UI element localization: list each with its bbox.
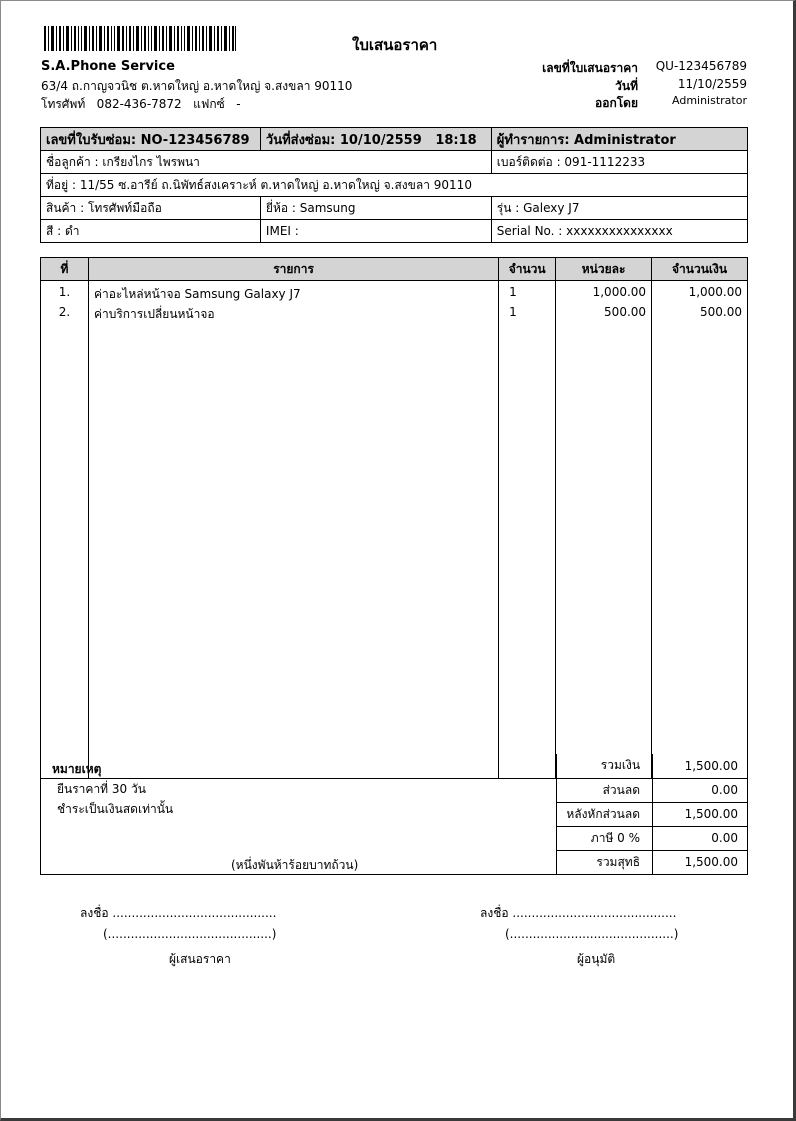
net-total-label: รวมสุทธิ — [557, 850, 653, 874]
company-name: S.A.Phone Service — [41, 59, 175, 74]
notes-box — [41, 754, 557, 874]
after-discount-label: หลังหักส่วนลด — [557, 802, 653, 826]
repair-send-date: วันที่ส่งซ่อม: 10/10/2559 18:18 — [260, 128, 491, 151]
customer-row — [41, 151, 748, 174]
product-imei: IMEI : — [260, 220, 491, 243]
signature-role-proposer: ผู้เสนอราคา — [169, 952, 231, 966]
items-header-row — [41, 258, 748, 281]
table-row — [41, 305, 748, 329]
repair-info-header-row — [41, 128, 748, 151]
vat-label: ภาษี 0 % — [557, 826, 653, 850]
item-no: 2. — [41, 305, 89, 329]
quote-date-label: วันที่ — [615, 79, 638, 93]
repair-info-table — [40, 127, 748, 243]
product-row — [41, 197, 748, 220]
subtotal-label: รวมเงิน — [557, 754, 653, 778]
item-description: ค่าบริการเปลี่ยนหน้าจอ — [88, 305, 498, 329]
summary-table — [40, 754, 748, 875]
signature-role-approver: ผู้อนุมัติ — [577, 952, 616, 966]
product-serial: Serial No. : xxxxxxxxxxxxxxx — [491, 220, 747, 243]
company-address: 63/4 ถ.กาญจวนิช ต.หาดใหญ่ อ.หาดใหญ่ จ.สงขลา 90110 — [41, 79, 353, 93]
summary-row — [41, 754, 748, 778]
item-amount: 1,000.00 — [652, 281, 748, 305]
item-unit-price: 1,000.00 — [556, 281, 652, 305]
barcode-image — [44, 26, 236, 51]
document-title: ใบเสนอราคา — [352, 36, 438, 54]
notes-line: ชำระเป็นเงินสดเท่านั้น — [57, 802, 174, 816]
address-row — [41, 174, 748, 197]
items-table — [40, 257, 748, 779]
table-empty-space — [41, 329, 748, 779]
col-header-unit-price: หน่วยละ — [556, 258, 652, 281]
col-header-qty: จำนวน — [499, 258, 556, 281]
product-brand: ยี่ห้อ : Samsung — [260, 197, 491, 220]
company-phone: โทรศัพท์ 082-436-7872 แฟกซ์ - — [41, 97, 241, 111]
device-row — [41, 220, 748, 243]
item-qty: 1 — [499, 305, 556, 329]
quote-number-label: เลขที่ใบเสนอราคา — [542, 61, 638, 75]
receipt-number: เลขที่ใบรับซ่อม: NO-123456789 — [41, 128, 261, 151]
item-amount: 500.00 — [652, 305, 748, 329]
amount-in-words: (หนึ่งพันห้าร้อยบาทถ้วน) — [231, 858, 359, 872]
col-header-description: รายการ — [88, 258, 498, 281]
after-discount-value: 1,500.00 — [653, 802, 748, 826]
customer-name: ชื่อลูกค้า : เกรียงไกร ไพรพนา — [41, 151, 492, 174]
item-qty: 1 — [499, 281, 556, 305]
customer-address: ที่อยู่ : 11/55 ซ.อารีย์ ถ.นิพัทธ์สงเคราะห์ ต.หาดใหญ่ อ.หาดใหญ่ จ.สงขลา 90110 — [41, 174, 748, 197]
subtotal-value: 1,500.00 — [653, 754, 748, 778]
vat-value: 0.00 — [653, 826, 748, 850]
col-header-no: ที่ — [41, 258, 89, 281]
product-type: สินค้า : โทรศัพท์มือถือ — [41, 197, 261, 220]
quote-number-value: QU-123456789 — [655, 59, 747, 73]
product-model: รุ่น : Galexy J7 — [491, 197, 747, 220]
col-header-amount: จำนวนเงิน — [652, 258, 748, 281]
notes-title: หมายเหตุ — [52, 762, 102, 776]
staff-name: ผู้ทำรายการ: Administrator — [491, 128, 747, 151]
discount-value: 0.00 — [653, 778, 748, 802]
table-row — [41, 281, 748, 305]
item-no: 1. — [41, 281, 89, 305]
net-total-value: 1,500.00 — [653, 850, 748, 874]
notes-line: ยืนราคาที่ 30 วัน — [57, 782, 146, 796]
signature-line-proposer: ลงชื่อ ........................................... — [80, 906, 277, 920]
discount-label: ส่วนลด — [557, 778, 653, 802]
quote-issuer-value: Administrator — [672, 94, 747, 107]
signature-name-approver: (...........................................) — [505, 927, 679, 941]
item-description: ค่าอะไหล่หน้าจอ Samsung Galaxy J7 — [88, 281, 498, 305]
signature-name-proposer: (...........................................) — [103, 927, 277, 941]
signature-line-approver: ลงชื่อ ........................................... — [480, 906, 677, 920]
customer-contact: เบอร์ติดต่อ : 091-1112233 — [491, 151, 747, 174]
product-color: สี : ดำ — [41, 220, 261, 243]
quote-issuer-label: ออกโดย — [595, 96, 638, 110]
item-unit-price: 500.00 — [556, 305, 652, 329]
quote-date-value: 11/10/2559 — [677, 77, 747, 91]
